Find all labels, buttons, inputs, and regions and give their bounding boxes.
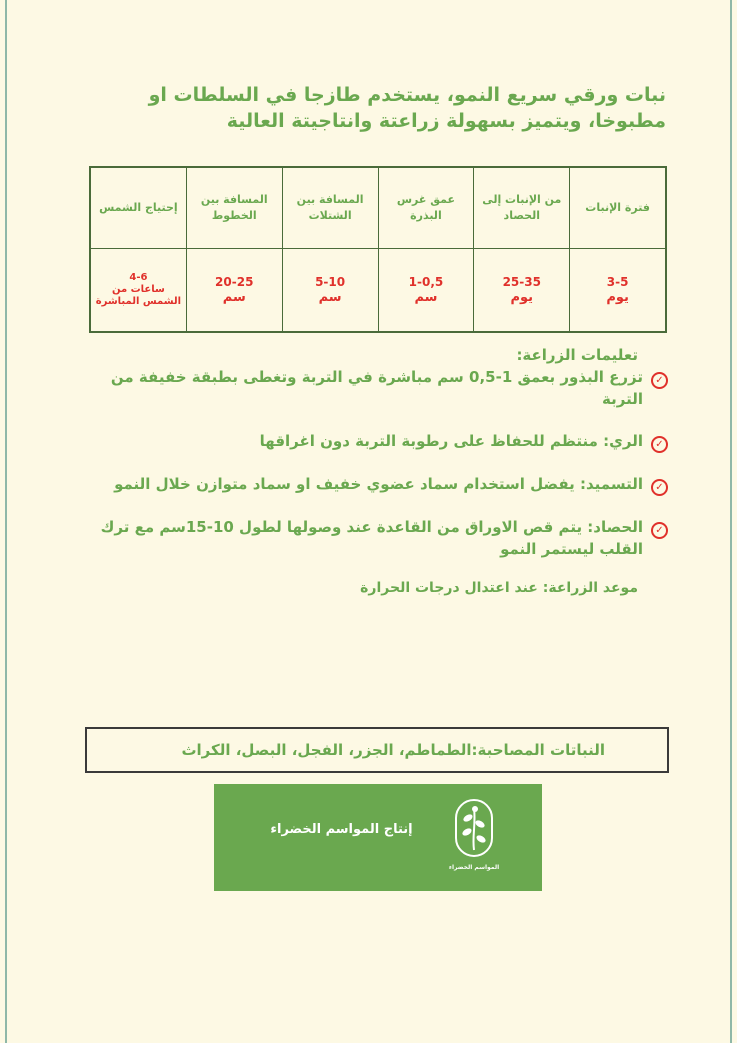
- check-icon: ✓: [651, 522, 668, 539]
- headline: نبات ورقي سريع النمو، يستخدم طازجا في السلطات او مطبوخا، ويتميز بسهولة زراعتة وانتاجيتة العالية: [148, 84, 666, 132]
- instruction-text: التسميد: يفضل استخدام سماد عضوي خفيف او سماد متوازن خلال النمو: [114, 475, 643, 493]
- value-unit: سم: [318, 290, 342, 305]
- instructions-title: تعليمات الزراعة:: [516, 346, 638, 364]
- instruction-text: الحصاد: يتم قص الاوراق من القاعدة عند وصولها لطول 10-15سم مع ترك القلب ليستمر النمو: [100, 518, 643, 558]
- logo-caption: المواسم الخضراء: [448, 864, 500, 871]
- value-number: 1-0,5: [408, 275, 444, 289]
- planting-date: موعد الزراعة: عند اعتدال درجات الحرارة: [360, 580, 638, 596]
- instruction-item: [96, 366, 668, 410]
- instructions-section: [96, 346, 668, 596]
- instruction-item: [96, 516, 668, 560]
- check-icon: ✓: [651, 436, 668, 453]
- table-header-row: [90, 167, 666, 249]
- instruction-item: [96, 473, 668, 496]
- value-unit: يوم: [606, 290, 629, 305]
- value-germination-period: [570, 249, 666, 333]
- value-unit: سم: [414, 290, 438, 305]
- leaf-logo-icon: [442, 796, 506, 862]
- value-unit: سم: [222, 290, 246, 305]
- banner-text: إنتاج المواسم الخضراء: [270, 822, 413, 837]
- table-value-row: [90, 249, 666, 333]
- header-germination-period: فترة الإنبات: [570, 167, 666, 249]
- companion-plants-box: النباتات المصاحبة:الطماطم، الجزر، الفجل، البصل، الكراث: [85, 727, 669, 773]
- header-plant-spacing: المسافة بين الشتلات: [282, 167, 378, 249]
- value-number: 25-35: [502, 275, 541, 289]
- check-icon: ✓: [651, 479, 668, 496]
- value-number: 5-10: [315, 275, 346, 289]
- brand-logo: [442, 796, 506, 882]
- value-unit: ساعات من الشمس المباشرة: [95, 284, 182, 307]
- value-number: 4-6: [129, 272, 148, 283]
- instruction-text: تزرع البذور بعمق 1-0,5 سم مباشرة في التربة وتغطى بطبقة خفيفة من التربة: [110, 368, 643, 408]
- instruction-text: الري: منتظم للحفاظ على رطوبة التربة دون اغراقها: [259, 432, 643, 450]
- producer-banner: [214, 784, 542, 891]
- value-number: 20-25: [215, 275, 254, 289]
- value-sun-requirement: [90, 249, 186, 333]
- header-germination-to-harvest: من الإنبات إلى الحصاد: [474, 167, 570, 249]
- header-sun-requirement: إحتياج الشمس: [90, 167, 186, 249]
- value-seed-depth: [378, 249, 474, 333]
- value-plant-spacing: [282, 249, 378, 333]
- header-seed-depth: عمق غرس البذرة: [378, 167, 474, 249]
- instruction-item: [96, 430, 668, 453]
- value-unit: يوم: [510, 290, 534, 305]
- check-icon: ✓: [651, 372, 668, 389]
- value-number: 3-5: [606, 275, 629, 289]
- growing-info-table: [89, 166, 667, 333]
- header-row-spacing: المسافة بين الخطوط: [186, 167, 282, 249]
- value-germination-to-harvest: [474, 249, 570, 333]
- value-row-spacing: [186, 249, 282, 333]
